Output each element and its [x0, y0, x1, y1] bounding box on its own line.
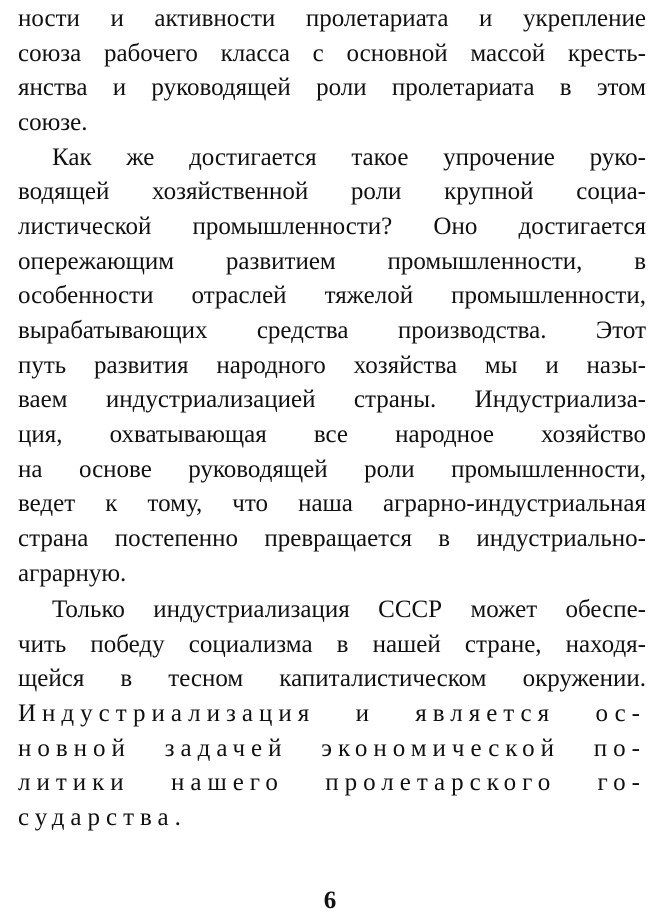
- text-line: листической промышленности? Оно достигается: [18, 213, 646, 240]
- text-line: ваем индустриализацией страны. Индустриализа-: [18, 386, 646, 413]
- text-line: вырабатывающих средства производства. Этот: [18, 317, 646, 344]
- text-line: на основе руководящей роли промышленности,: [18, 456, 646, 483]
- text-line: опережающим развитием промышленности, в: [18, 248, 646, 275]
- spaced-text-line: литики нашего пролетарского го-: [18, 769, 646, 796]
- text-line: путь развития народного хозяйства мы и назы-: [18, 352, 646, 379]
- text-line: страна постепенно превращается в индустриально-: [18, 525, 646, 552]
- text-line: щейся в тесном капиталистическом окружении.: [18, 665, 646, 692]
- text-line: чить победу социализма в нашей стране, находя-: [18, 631, 646, 658]
- text-line: Как же достигается такое упрочение руко-: [52, 144, 646, 171]
- page-number: 6: [323, 887, 337, 914]
- text-line: ция, охватывающая все народное хозяйство: [18, 421, 646, 448]
- text-line: аграрную.: [18, 560, 127, 587]
- spaced-text-line: Индустриализация и является ос-: [18, 700, 646, 727]
- text-line: янства и руководящей роли пролетариата в этом: [18, 74, 646, 101]
- spaced-text-line: сударства.: [18, 804, 187, 831]
- text-line: союзе.: [18, 109, 88, 136]
- text-line: союза рабочего класса с основной массой кресть-: [18, 40, 646, 67]
- text-line: водящей хозяйственной роли крупной социа-: [18, 178, 646, 205]
- text-line: ности и активности пролетариата и укрепление: [18, 5, 646, 32]
- spaced-text-line: новной задачей экономической по-: [18, 735, 646, 762]
- text-line: ведет к тому, что наша аграрно-индустриальная: [18, 490, 646, 517]
- text-line: Только индустриализация СССР может обеспе-: [52, 596, 646, 623]
- text-line: особенности отраслей тяжелой промышленности,: [18, 282, 646, 309]
